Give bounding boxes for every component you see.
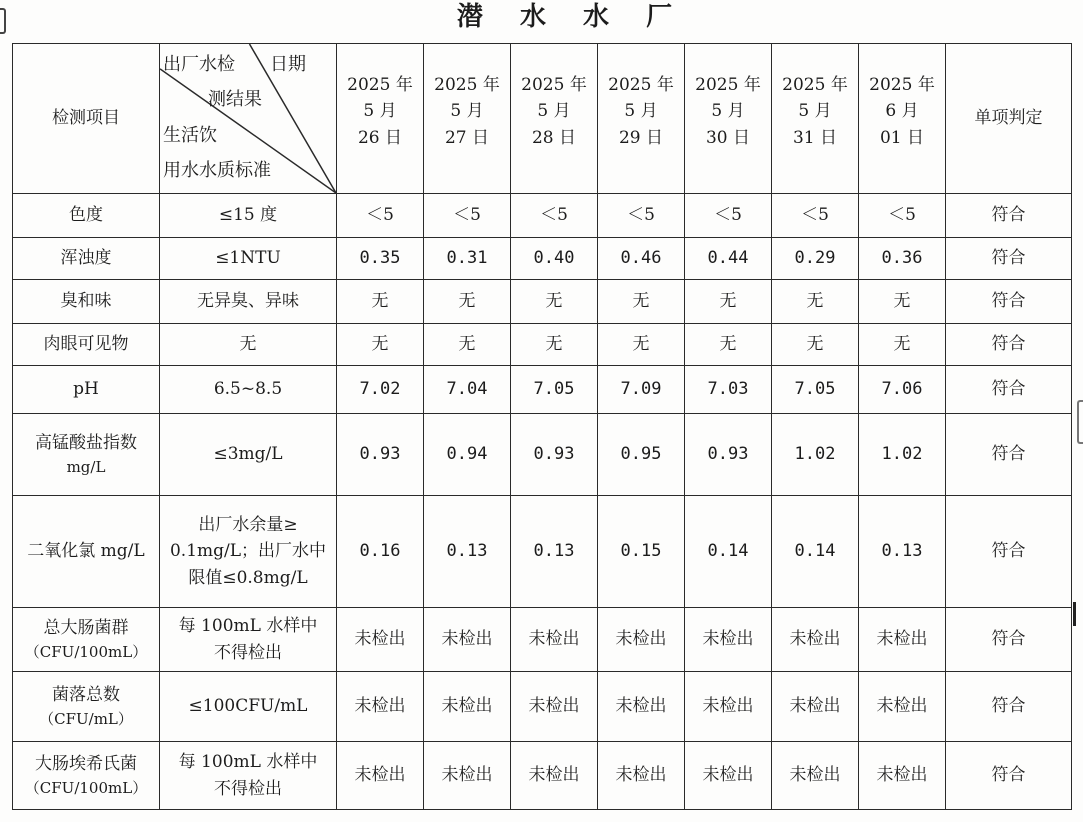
header-date-year: 2025 年 <box>521 74 587 95</box>
header-date-day: 27 日 <box>444 127 490 148</box>
header-date-1 <box>337 44 424 194</box>
result-cell: 未检出 <box>859 608 946 672</box>
result-cell: ＜5 <box>511 194 598 238</box>
result-cell: 未检出 <box>511 742 598 810</box>
result-cell: 0.94 <box>424 414 511 496</box>
result-cell: 7.02 <box>337 366 424 414</box>
item-name: pH <box>73 379 99 400</box>
item-cell <box>13 280 160 324</box>
margin-bar-mark <box>1073 602 1076 626</box>
header-date-7 <box>859 44 946 194</box>
result-cell: 0.93 <box>511 414 598 496</box>
result-cell: 未检出 <box>424 742 511 810</box>
result-cell: ＜5 <box>685 194 772 238</box>
item-name: 肉眼可见物 <box>43 334 129 355</box>
verdict-cell: 符合 <box>946 672 1072 742</box>
item-cell <box>13 608 160 672</box>
result-cell: 7.09 <box>598 366 685 414</box>
result-cell: 未检出 <box>424 672 511 742</box>
standard-line: ≤1NTU <box>215 248 281 269</box>
table-row <box>13 238 1072 280</box>
standard-line: 无 <box>239 334 257 355</box>
table-row <box>13 194 1072 238</box>
standard-cell <box>160 366 337 414</box>
item-name: 臭和味 <box>60 291 112 312</box>
standard-line: ≤100CFU/mL <box>188 696 308 717</box>
standard-line: 限值≤0.8mg/L <box>188 567 308 588</box>
result-cell: 1.02 <box>859 414 946 496</box>
result-cell: 0.29 <box>772 238 859 280</box>
header-diag-prefix: 出厂水检 <box>163 54 235 75</box>
header-date-day: 28 日 <box>531 127 577 148</box>
result-cell: 未检出 <box>598 672 685 742</box>
item-name: 总大肠菌群 <box>43 617 129 638</box>
result-cell: ＜5 <box>598 194 685 238</box>
header-date-month: 5 月 <box>624 101 658 122</box>
header-diag-date: 日期 <box>270 54 306 75</box>
standard-cell <box>160 742 337 810</box>
result-cell: 无 <box>598 324 685 366</box>
standard-cell <box>160 414 337 496</box>
item-cell <box>13 324 160 366</box>
header-diag-result: 测结果 <box>208 89 262 110</box>
verdict-cell: 符合 <box>946 280 1072 324</box>
header-date-4 <box>598 44 685 194</box>
table-row <box>13 672 1072 742</box>
result-cell: ＜5 <box>424 194 511 238</box>
header-date-month: 5 月 <box>363 101 397 122</box>
item-cell <box>13 496 160 608</box>
table-row <box>13 414 1072 496</box>
result-cell: 未检出 <box>337 742 424 810</box>
water-quality-table <box>12 43 1072 810</box>
item-name: 色度 <box>69 205 103 226</box>
result-cell: 0.15 <box>598 496 685 608</box>
standard-cell <box>160 280 337 324</box>
result-cell: 未检出 <box>859 742 946 810</box>
standard-line: ≤15 度 <box>218 205 278 226</box>
result-cell: ＜5 <box>337 194 424 238</box>
result-cell: 未检出 <box>598 742 685 810</box>
result-cell: 0.93 <box>685 414 772 496</box>
result-cell: 0.95 <box>598 414 685 496</box>
result-cell: 无 <box>424 324 511 366</box>
verdict-cell: 符合 <box>946 414 1072 496</box>
standard-cell <box>160 324 337 366</box>
table-row <box>13 608 1072 672</box>
item-name: 大肠埃希氏菌 <box>35 753 137 774</box>
right-edge-mark <box>1077 400 1083 444</box>
header-date-year: 2025 年 <box>434 74 500 95</box>
item-cell <box>13 742 160 810</box>
standard-line: 出厂水余量≥ <box>198 514 298 535</box>
table-row <box>13 324 1072 366</box>
table-row <box>13 496 1072 608</box>
result-cell: ＜5 <box>772 194 859 238</box>
verdict-cell: 符合 <box>946 324 1072 366</box>
result-cell: 0.31 <box>424 238 511 280</box>
standard-line: 无异臭、异味 <box>197 291 299 312</box>
header-date-day: 29 日 <box>618 127 664 148</box>
standard-cell <box>160 496 337 608</box>
result-cell: 0.16 <box>337 496 424 608</box>
header-diagonal-cell <box>160 44 337 194</box>
result-cell: 未检出 <box>772 672 859 742</box>
item-unit: （CFU/mL） <box>39 710 133 729</box>
item-cell <box>13 194 160 238</box>
header-date-6 <box>772 44 859 194</box>
header-date-month: 5 月 <box>711 101 745 122</box>
result-cell: 0.44 <box>685 238 772 280</box>
result-cell: 未检出 <box>598 608 685 672</box>
item-cell <box>13 414 160 496</box>
result-cell: 无 <box>337 324 424 366</box>
result-cell: ＜5 <box>859 194 946 238</box>
result-cell: 0.93 <box>337 414 424 496</box>
standard-line: 0.1mg/L；出厂水中 <box>169 541 327 562</box>
verdict-cell: 符合 <box>946 238 1072 280</box>
standard-line: 每 100mL 水样中 <box>178 616 318 637</box>
result-cell: 0.14 <box>685 496 772 608</box>
verdict-cell: 符合 <box>946 742 1072 810</box>
standard-cell <box>160 194 337 238</box>
result-cell: 无 <box>424 280 511 324</box>
header-date-month: 5 月 <box>537 101 571 122</box>
item-unit: mg/L <box>66 458 106 477</box>
header-item-label: 检测项目 <box>52 108 120 129</box>
item-name: 二氧化氯 mg/L <box>27 541 145 562</box>
result-cell: 未检出 <box>511 608 598 672</box>
verdict-cell: 符合 <box>946 496 1072 608</box>
result-cell: 7.05 <box>511 366 598 414</box>
result-cell: 0.35 <box>337 238 424 280</box>
result-cell: 未检出 <box>685 672 772 742</box>
result-cell: 未检出 <box>772 742 859 810</box>
result-cell: 0.46 <box>598 238 685 280</box>
table-row <box>13 280 1072 324</box>
standard-line: 不得检出 <box>214 778 282 799</box>
item-unit: （CFU/100mL） <box>24 779 148 798</box>
header-date-day: 26 日 <box>357 127 403 148</box>
page-title: 潜 水 水 厂 <box>456 2 687 32</box>
result-cell: 无 <box>598 280 685 324</box>
result-cell: 未检出 <box>685 742 772 810</box>
result-cell: 未检出 <box>685 608 772 672</box>
item-name: 浑浊度 <box>60 248 112 269</box>
result-cell: 无 <box>772 324 859 366</box>
header-row <box>13 44 1072 194</box>
item-name: 菌落总数 <box>52 684 120 705</box>
table-row <box>13 366 1072 414</box>
result-cell: 0.36 <box>859 238 946 280</box>
standard-cell <box>160 238 337 280</box>
header-item <box>13 44 160 194</box>
item-unit: （CFU/100mL） <box>24 643 148 662</box>
header-verdict: 单项判定 <box>946 44 1072 194</box>
result-cell: 0.13 <box>424 496 511 608</box>
header-date-day: 01 日 <box>879 127 925 148</box>
result-cell: 无 <box>511 324 598 366</box>
result-cell: 未检出 <box>424 608 511 672</box>
standard-line: 6.5~8.5 <box>213 379 283 400</box>
table-body <box>13 194 1072 810</box>
item-cell <box>13 238 160 280</box>
verdict-cell: 符合 <box>946 608 1072 672</box>
result-cell: 无 <box>511 280 598 324</box>
header-date-3 <box>511 44 598 194</box>
verdict-cell: 符合 <box>946 366 1072 414</box>
result-cell: 无 <box>337 280 424 324</box>
result-cell: 1.02 <box>772 414 859 496</box>
header-date-day: 30 日 <box>705 127 751 148</box>
header-date-month: 6 月 <box>885 101 919 122</box>
header-date-month: 5 月 <box>798 101 832 122</box>
result-cell: 0.14 <box>772 496 859 608</box>
header-date-5 <box>685 44 772 194</box>
result-cell: 7.05 <box>772 366 859 414</box>
result-cell: 未检出 <box>337 672 424 742</box>
header-date-day: 31 日 <box>792 127 838 148</box>
result-cell: 0.13 <box>859 496 946 608</box>
standard-line: 不得检出 <box>214 642 282 663</box>
header-date-month: 5 月 <box>450 101 484 122</box>
header-date-year: 2025 年 <box>347 74 413 95</box>
standard-line: ≤3mg/L <box>213 444 283 465</box>
result-cell: 未检出 <box>337 608 424 672</box>
item-cell <box>13 672 160 742</box>
item-name: 高锰酸盐指数 <box>35 432 137 453</box>
standard-cell <box>160 608 337 672</box>
result-cell: 无 <box>685 324 772 366</box>
item-cell <box>13 366 160 414</box>
result-cell: 未检出 <box>511 672 598 742</box>
header-date-2 <box>424 44 511 194</box>
result-cell: 7.04 <box>424 366 511 414</box>
standard-cell <box>160 672 337 742</box>
header-date-year: 2025 年 <box>608 74 674 95</box>
result-cell: 未检出 <box>772 608 859 672</box>
result-cell: 7.06 <box>859 366 946 414</box>
standard-line: 每 100mL 水样中 <box>178 752 318 773</box>
table-row <box>13 742 1072 810</box>
header-diag-standard-line2: 用水水质标准 <box>163 160 271 181</box>
header-date-year: 2025 年 <box>869 74 935 95</box>
result-cell: 0.40 <box>511 238 598 280</box>
result-cell: 无 <box>859 324 946 366</box>
result-cell: 无 <box>685 280 772 324</box>
result-cell: 无 <box>772 280 859 324</box>
result-cell: 7.03 <box>685 366 772 414</box>
header-date-year: 2025 年 <box>782 74 848 95</box>
header-date-year: 2025 年 <box>695 74 761 95</box>
verdict-cell: 符合 <box>946 194 1072 238</box>
header-diag-standard-line1: 生活饮 <box>163 125 217 146</box>
result-cell: 0.13 <box>511 496 598 608</box>
result-cell: 未检出 <box>859 672 946 742</box>
result-cell: 无 <box>859 280 946 324</box>
